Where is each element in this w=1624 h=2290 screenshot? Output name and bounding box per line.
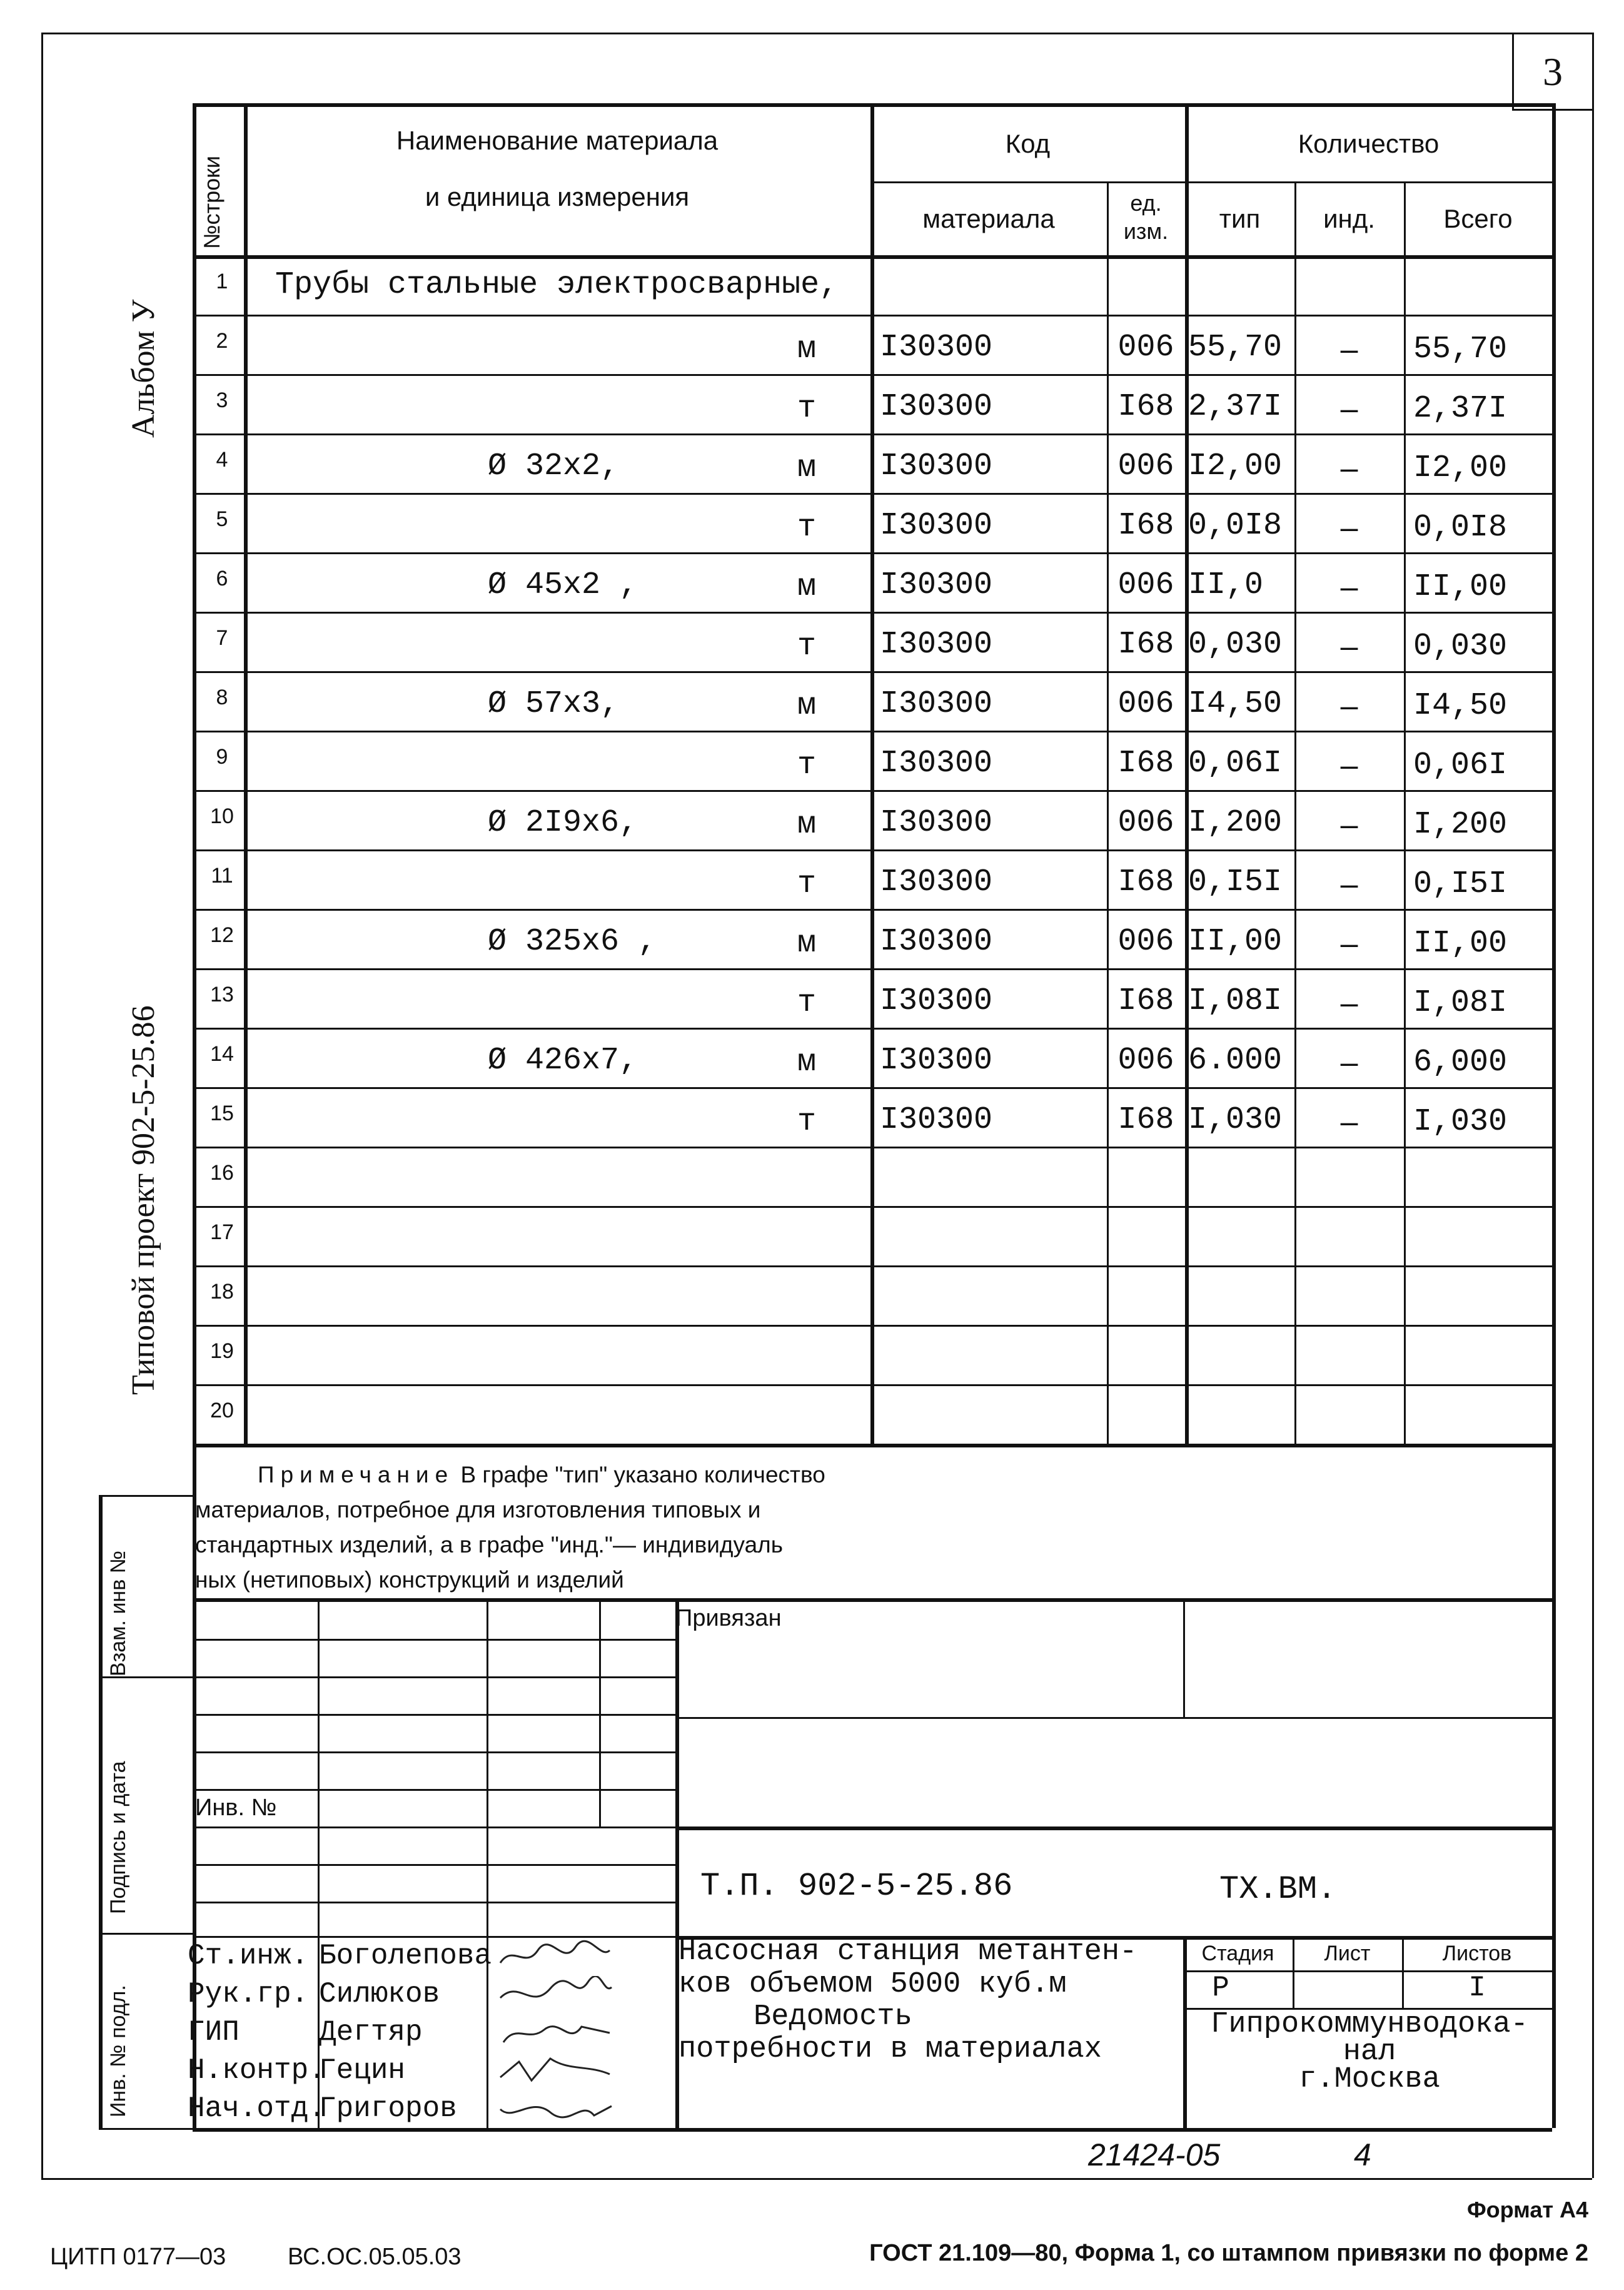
row-name <box>488 1153 788 1206</box>
margin-box-top <box>99 1495 193 1497</box>
row-line <box>193 968 1552 970</box>
row-ind: – <box>1340 688 1358 723</box>
row-number: 8 <box>216 686 228 709</box>
row-number: 6 <box>216 567 228 590</box>
row-line <box>193 1265 1552 1267</box>
row-code: I30300 <box>880 686 993 722</box>
row-line <box>193 849 1552 851</box>
side-label-vzam: Взам. инв № <box>106 1550 130 1676</box>
col-name-sep <box>870 103 874 1444</box>
doc-code-top <box>675 1826 1552 1830</box>
person-role: Н.контр. <box>188 2054 326 2087</box>
row-type <box>1188 261 1294 315</box>
row-name: Ø 32x2, <box>488 448 620 484</box>
row-line <box>193 1028 1552 1030</box>
row-name: Трубы стальные электросварные, <box>275 267 839 303</box>
row-code <box>880 1391 1107 1444</box>
title-line-4: потребности в материалах <box>678 2033 1102 2066</box>
row-total: 0,0I8 <box>1413 509 1508 545</box>
person-name: Григоров <box>319 2092 457 2125</box>
document-title <box>678 1936 1191 2066</box>
frame-top <box>41 33 1592 34</box>
row-line <box>193 315 1552 317</box>
row-number: 17 <box>210 1220 234 1244</box>
row-number: 15 <box>210 1102 234 1125</box>
row-code: I30300 <box>880 1102 993 1138</box>
doc-code-bottom <box>675 1936 1552 1940</box>
row-unit-code: I68 <box>1117 627 1174 662</box>
row-name: Ø 426x7, <box>488 1043 638 1078</box>
row-code: I30300 <box>880 389 993 425</box>
row-line <box>193 731 1552 732</box>
frame-left <box>41 33 43 2178</box>
row-line <box>193 1325 1552 1327</box>
row-line <box>193 1384 1552 1386</box>
col-no-sep <box>244 103 248 1444</box>
row-unit-code: 006 <box>1117 1043 1174 1078</box>
row-ind: – <box>1340 807 1358 842</box>
side-label-podpis: Подпись и дата <box>106 1761 130 1914</box>
row-number: 12 <box>210 923 234 947</box>
row-ind: – <box>1340 450 1358 485</box>
row-type: 2,37I <box>1188 389 1283 425</box>
row-number: 7 <box>216 626 228 650</box>
row-name <box>488 1391 788 1444</box>
row-line <box>193 790 1552 792</box>
row-code: I30300 <box>880 1043 993 1078</box>
person-role: ГИП <box>188 2016 240 2049</box>
row-type: I,030 <box>1188 1102 1283 1138</box>
row-unit: т <box>797 866 816 902</box>
row-code <box>880 1331 1107 1384</box>
row-number: 11 <box>211 864 233 888</box>
person-name: Дегтяр <box>319 2016 423 2049</box>
sheet-value <box>1293 1970 1402 2005</box>
row-name <box>488 856 788 909</box>
row-unit-code <box>1107 1391 1185 1444</box>
row-total: 2,37I <box>1413 390 1508 427</box>
row-type: I4,50 <box>1188 686 1283 722</box>
privyazan-label: Привязан <box>675 1604 782 1631</box>
row-ind <box>1294 1156 1404 1206</box>
row-unit <box>769 1156 844 1206</box>
side-label-inv: Инв. № подл. <box>106 1985 130 2117</box>
row-name <box>488 499 788 552</box>
footer-left-1: ЦИТП 0177—03 <box>50 2243 226 2270</box>
stage-bottom <box>1183 2008 1552 2010</box>
stamp-right <box>1552 1444 1556 2128</box>
row-unit-code: I68 <box>1117 864 1174 900</box>
row-total: II,00 <box>1413 569 1508 605</box>
row-code: I30300 <box>880 567 993 603</box>
row-ind: – <box>1340 926 1358 961</box>
stamp-row <box>193 1864 675 1866</box>
stamp-row <box>193 1902 675 1903</box>
footer-right: ГОСТ 21.109—80, Форма 1, со штампом привязки по форме 2 <box>869 2239 1588 2266</box>
header-ind: инд. <box>1323 204 1375 233</box>
row-ind <box>1294 1275 1404 1325</box>
privyazan-bottom <box>675 1717 1552 1719</box>
row-ind: – <box>1340 1045 1358 1080</box>
row-line <box>193 1147 1552 1148</box>
row-type: 0,030 <box>1188 627 1283 662</box>
row-name <box>488 1331 788 1384</box>
signature-4 <box>494 2052 613 2089</box>
stamp-col-4 <box>675 1598 679 2128</box>
row-number: 14 <box>210 1042 234 1066</box>
row-unit-code: I68 <box>1117 508 1174 544</box>
row-ind <box>1294 1394 1404 1444</box>
row-number: 3 <box>216 388 228 412</box>
margin-box-left <box>99 1495 103 2128</box>
row-unit-code <box>1107 1272 1185 1325</box>
row-type: 6.000 <box>1188 1043 1283 1078</box>
signature-5 <box>494 2090 613 2127</box>
row-number: 1 <box>216 270 228 293</box>
row-line <box>193 493 1552 495</box>
row-type: 0,I5I <box>1188 864 1283 900</box>
row-line <box>193 1087 1552 1089</box>
row-number: 9 <box>216 745 228 769</box>
header-row-no: №строки <box>199 155 224 249</box>
row-unit-code: I68 <box>1117 389 1174 425</box>
row-code: I30300 <box>880 448 993 484</box>
row-ind: – <box>1340 569 1358 604</box>
signature-1 <box>494 1938 613 1974</box>
row-code <box>880 1212 1107 1265</box>
row-total: II,00 <box>1413 925 1508 961</box>
row-code: I30300 <box>880 508 993 544</box>
row-line <box>193 433 1552 435</box>
frame-right <box>1592 33 1594 2178</box>
margin-box-sep1 <box>99 1676 193 1678</box>
sheet-left <box>1293 1936 1294 2008</box>
row-unit-code: 006 <box>1117 448 1174 484</box>
row-number: 4 <box>216 448 228 472</box>
stamp-row <box>193 1676 675 1678</box>
row-code <box>880 1153 1107 1206</box>
doc-code: Т.П. 902-5-25.86 <box>700 1867 1013 1905</box>
row-code: I30300 <box>880 746 993 781</box>
row-total: 55,70 <box>1413 331 1508 367</box>
title-line-1: Насосная станция метантен- <box>678 1935 1137 1968</box>
margin-box-bottom <box>99 2128 193 2130</box>
row-unit: т <box>797 985 816 1021</box>
row-unit: т <box>797 1103 816 1140</box>
row-total: 6,000 <box>1413 1044 1508 1080</box>
row-total: I,200 <box>1413 806 1508 843</box>
row-unit: т <box>797 747 816 783</box>
stage-value: Р <box>1212 1971 1229 2004</box>
row-name: Ø 45x2 , <box>488 567 638 603</box>
org-line-3: г.Москва <box>1299 2063 1440 2096</box>
row-type: I,08I <box>1188 983 1283 1019</box>
row-number: 18 <box>210 1280 234 1304</box>
stamp-row <box>193 1789 675 1791</box>
row-type: II,0 <box>1188 567 1264 603</box>
header-material: материала <box>922 204 1055 233</box>
person-role: Рук.гр. <box>188 1978 309 2010</box>
row-code: I30300 <box>880 330 993 365</box>
row-ind: – <box>1340 332 1358 367</box>
row-code <box>880 261 1107 315</box>
sheets-left <box>1402 1936 1404 2008</box>
person-name: Силюков <box>319 1978 440 2010</box>
header-unit-1: ед. <box>1130 190 1162 216</box>
row-code: I30300 <box>880 924 993 960</box>
row-unit <box>769 1275 844 1325</box>
header-mid <box>870 181 1552 183</box>
page-number: 3 <box>1543 49 1563 94</box>
row-unit-code: I68 <box>1117 1102 1174 1138</box>
sheets-value: I <box>1468 1971 1486 2004</box>
row-name <box>488 1093 788 1147</box>
row-total: I,08I <box>1413 985 1508 1021</box>
row-ind: – <box>1340 1104 1358 1139</box>
row-ind <box>1294 265 1404 315</box>
row-unit: м <box>797 1044 816 1080</box>
row-total: I,030 <box>1413 1103 1508 1140</box>
row-line <box>193 552 1552 554</box>
row-ind: – <box>1340 985 1358 1020</box>
row-unit-code <box>1107 1331 1185 1384</box>
org-line-1: Гипрокоммунводока- <box>1211 2008 1528 2041</box>
row-unit-code: 006 <box>1117 567 1174 603</box>
row-ind: – <box>1340 866 1358 901</box>
row-unit <box>769 1394 844 1444</box>
sheets-label: Листов <box>1442 1941 1512 1965</box>
header-name-2: и единица измерения <box>425 182 690 211</box>
row-name <box>488 618 788 671</box>
row-total <box>1413 1275 1552 1325</box>
row-number: 10 <box>210 804 234 828</box>
row-number: 16 <box>210 1161 234 1185</box>
row-unit-code: I68 <box>1117 983 1174 1019</box>
row-unit-code: 006 <box>1117 924 1174 960</box>
row-name: Ø 2I9x6, <box>488 805 638 841</box>
row-total: 0,030 <box>1413 628 1508 664</box>
row-name: Ø 57x3, <box>488 686 620 722</box>
person-name: Гецин <box>319 2054 406 2087</box>
row-ind: – <box>1340 391 1358 426</box>
row-unit <box>769 1334 844 1384</box>
row-number: 5 <box>216 507 228 531</box>
stamp-top <box>193 1598 1552 1602</box>
header-total: Всего <box>1443 204 1513 233</box>
title-line-3: Ведомость <box>754 2000 912 2034</box>
row-total: 0,06I <box>1413 747 1508 783</box>
header-quantity: Количество <box>1298 129 1440 158</box>
row-ind: – <box>1340 510 1358 545</box>
row-type <box>1188 1331 1294 1384</box>
row-unit: м <box>797 569 816 605</box>
stamp-row <box>193 1826 675 1828</box>
stamp-col-3 <box>599 1598 601 1826</box>
row-type: 0,0I8 <box>1188 508 1283 544</box>
row-unit-code <box>1107 1153 1185 1206</box>
row-unit: м <box>797 450 816 486</box>
org-line-2: нал <box>1343 2035 1396 2069</box>
row-code: I30300 <box>880 805 993 841</box>
note-title: Примечание <box>258 1462 455 1487</box>
note-line-3: стандартных изделий, а в графе "инд."— индивидуаль <box>195 1532 784 1558</box>
row-type: 55,70 <box>1188 330 1283 365</box>
row-unit: м <box>797 925 816 961</box>
row-name <box>488 1212 788 1265</box>
table-right <box>1552 103 1556 1444</box>
header-unit-2: изм. <box>1123 218 1169 244</box>
row-unit: м <box>797 806 816 843</box>
row-code <box>880 1272 1107 1325</box>
row-unit-code <box>1107 1212 1185 1265</box>
row-unit: т <box>797 628 816 664</box>
row-unit-code <box>1107 261 1185 315</box>
row-unit-code: 006 <box>1117 805 1174 841</box>
row-type: II,00 <box>1188 924 1283 960</box>
stamp-row <box>193 1751 675 1753</box>
note-line-2: материалов, потребное для изготовления типовых и <box>195 1497 761 1522</box>
handwritten-page: 4 <box>1354 2137 1371 2172</box>
privyazan-right <box>1183 1598 1185 1717</box>
stamp-row <box>193 1714 675 1716</box>
row-name <box>488 737 788 790</box>
row-type <box>1188 1153 1294 1206</box>
frame-bottom <box>41 2178 1592 2180</box>
person-role: Нач.отд. <box>188 2092 326 2125</box>
album-label: Альбом У <box>126 299 161 438</box>
person-name: Боголепова <box>319 1940 492 1972</box>
margin-box-sep2 <box>99 1933 193 1935</box>
stage-label: Стадия <box>1201 1941 1274 1965</box>
row-line <box>193 612 1552 614</box>
person-role: Ст.инж. <box>188 1940 309 1972</box>
row-line <box>193 1206 1552 1208</box>
row-name: Ø 325x6 , <box>488 924 657 960</box>
row-type <box>1188 1212 1294 1265</box>
row-ind: – <box>1340 747 1358 783</box>
row-total: 0,I5I <box>1413 866 1508 902</box>
organization <box>1185 2008 1554 2096</box>
row-ind <box>1294 1215 1404 1265</box>
row-line <box>193 909 1552 911</box>
stamp-bottom <box>193 2128 1552 2132</box>
row-total <box>1413 1394 1552 1444</box>
note-block <box>195 1457 1383 1598</box>
row-number: 13 <box>210 983 234 1006</box>
row-total <box>1413 1215 1552 1265</box>
row-name <box>488 380 788 433</box>
row-line <box>193 374 1552 376</box>
row-type <box>1188 1272 1294 1325</box>
format-label: Формат А4 <box>1466 2197 1588 2222</box>
row-number: 2 <box>216 329 228 353</box>
signature-2 <box>494 1976 613 2012</box>
row-unit: т <box>797 509 816 545</box>
header-type: тип <box>1219 204 1261 233</box>
row-name <box>488 321 788 374</box>
row-unit-code: 006 <box>1117 686 1174 722</box>
row-total <box>1413 265 1552 315</box>
title-line-2: ков объемом 5000 куб.м <box>678 1968 1067 2001</box>
inv-no-label: Инв. № <box>195 1794 277 1821</box>
project-label: Типовой проект 902-5-25.86 <box>126 1005 161 1395</box>
row-total: I4,50 <box>1413 687 1508 724</box>
doc-type: ТХ.ВМ. <box>1219 1870 1337 1908</box>
header-code: Код <box>1005 129 1051 158</box>
row-code: I30300 <box>880 983 993 1019</box>
table-bottom <box>193 1444 1552 1447</box>
row-number: 19 <box>210 1339 234 1363</box>
row-unit <box>769 265 844 315</box>
row-ind: – <box>1340 629 1358 664</box>
row-line <box>193 671 1552 673</box>
note-line-1: Примечание В графе "тип" указано количество <box>258 1462 825 1487</box>
row-name <box>488 1272 788 1325</box>
header-name-1: Наименование материала <box>396 126 719 155</box>
signature-3 <box>494 2014 613 2050</box>
sheet-label: Лист <box>1324 1941 1371 1965</box>
row-unit-code: I68 <box>1117 746 1174 781</box>
row-number: 20 <box>210 1399 234 1422</box>
table-left <box>193 103 196 1444</box>
row-unit-code: 006 <box>1117 330 1174 365</box>
row-unit: м <box>797 687 816 724</box>
row-code: I30300 <box>880 627 993 662</box>
row-name <box>488 975 788 1028</box>
row-unit: т <box>797 390 816 427</box>
row-total: I2,00 <box>1413 450 1508 486</box>
row-unit: м <box>797 331 816 367</box>
row-type: 0,06I <box>1188 746 1283 781</box>
row-total <box>1413 1156 1552 1206</box>
row-type: I2,00 <box>1188 448 1283 484</box>
row-type <box>1188 1391 1294 1444</box>
footer-left-2: ВС.ОС.05.05.03 <box>288 2243 461 2270</box>
row-total <box>1413 1334 1552 1384</box>
row-type: I,200 <box>1188 805 1283 841</box>
stage-mid <box>1183 1970 1552 1972</box>
handwritten-number: 21424-05 <box>1088 2137 1221 2172</box>
stage-left <box>1183 1936 1187 2128</box>
note-line-4: ных (нетиповых) конструкций и изделий <box>195 1567 624 1593</box>
row-code: I30300 <box>880 864 993 900</box>
col-ind-sep <box>1404 181 1406 1444</box>
stamp-row <box>193 1639 675 1641</box>
row-unit <box>769 1215 844 1265</box>
row-ind <box>1294 1334 1404 1384</box>
